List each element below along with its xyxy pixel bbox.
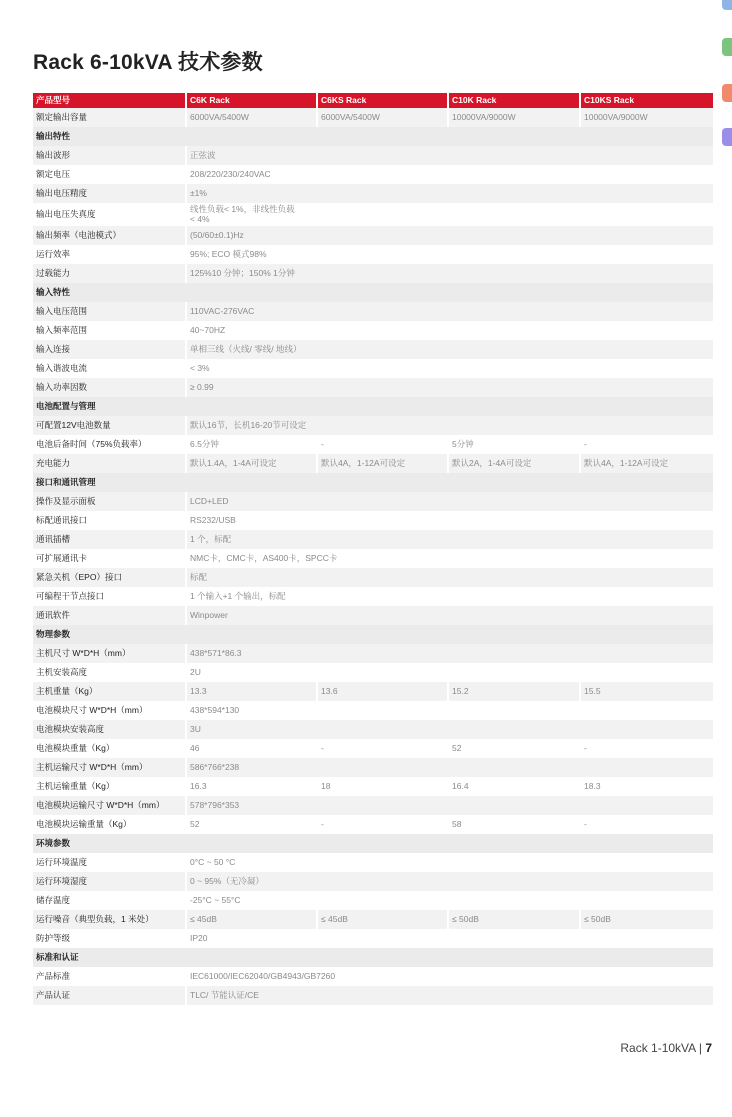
table-row	[33, 530, 713, 549]
row-label: 充电能力	[33, 454, 187, 473]
page-title: Rack 6-10kVA 技术参数	[33, 51, 263, 74]
row-value: 6.5分钟	[187, 435, 318, 454]
section-label: 环境参数	[33, 834, 713, 853]
table-row	[33, 226, 713, 245]
table-row	[33, 435, 713, 454]
row-value: -	[581, 435, 713, 454]
section-row	[33, 473, 713, 492]
row-label: 产品认证	[33, 986, 187, 1005]
row-value: 默认1.4A，1-4A可设定	[187, 454, 318, 473]
row-value: 586*766*238	[187, 758, 713, 777]
row-value: 18	[318, 777, 449, 796]
table-row	[33, 853, 713, 872]
row-value: ≥ 0.99	[187, 378, 713, 397]
side-icon-blue[interactable]	[722, 0, 732, 10]
row-label: 主机运输尺寸 W*D*H（mm）	[33, 758, 187, 777]
row-label: 输出频率（电池模式）	[33, 226, 187, 245]
row-label: 输入频率范围	[33, 321, 187, 340]
header-cell-c6k: C6K Rack	[187, 93, 318, 108]
section-row	[33, 397, 713, 416]
table-row	[33, 587, 713, 606]
table-row	[33, 720, 713, 739]
header-cell-c6ks: C6KS Rack	[318, 93, 449, 108]
row-value: 95%; ECO 模式98%	[187, 245, 713, 264]
table-row	[33, 910, 713, 929]
row-value: 52	[187, 815, 318, 834]
row-label: 主机安装高度	[33, 663, 187, 682]
section-label: 输出特性	[33, 127, 713, 146]
table-row	[33, 302, 713, 321]
row-value: -	[318, 815, 449, 834]
table-row	[33, 108, 713, 127]
row-value: 125%10 分钟；150% 1分钟	[187, 264, 713, 283]
row-label: 操作及显示面板	[33, 492, 187, 511]
table-row	[33, 777, 713, 796]
section-label: 电池配置与管理	[33, 397, 713, 416]
table-row	[33, 549, 713, 568]
row-value: 52	[449, 739, 581, 758]
row-value: 13.6	[318, 682, 449, 701]
row-label: 通讯插槽	[33, 530, 187, 549]
row-label: 可扩展通讯卡	[33, 549, 187, 568]
row-label: 紧急关机（EPO）接口	[33, 568, 187, 587]
row-value: Winpower	[187, 606, 713, 625]
row-value: 13.3	[187, 682, 318, 701]
table-body	[33, 108, 713, 1005]
row-label: 主机重量（Kg）	[33, 682, 187, 701]
table-row	[33, 815, 713, 834]
side-icon-purple[interactable]	[722, 128, 732, 146]
table-row	[33, 929, 713, 948]
section-row	[33, 948, 713, 967]
row-value: 15.2	[449, 682, 581, 701]
row-label: 输出波形	[33, 146, 187, 165]
table-row	[33, 340, 713, 359]
section-label: 输入特性	[33, 283, 713, 302]
section-row	[33, 127, 713, 146]
row-value: ≤ 50dB	[449, 910, 581, 929]
row-value: IEC61000/IEC62040/GB4943/GB7260	[187, 967, 713, 986]
row-value: 438*571*86.3	[187, 644, 713, 663]
row-value: 1 个输入+1 个输出，标配	[187, 587, 713, 606]
row-value: 15.5	[581, 682, 713, 701]
row-value: -25°C ~ 55°C	[187, 891, 713, 910]
row-label: 通讯软件	[33, 606, 187, 625]
row-value: ±1%	[187, 184, 713, 203]
row-label: 电池模块安装高度	[33, 720, 187, 739]
table-row	[33, 606, 713, 625]
row-label: 额定电压	[33, 165, 187, 184]
table-row	[33, 967, 713, 986]
row-value: 标配	[187, 568, 713, 587]
row-value: 5分钟	[449, 435, 581, 454]
page-footer	[620, 1041, 712, 1055]
row-label: 电池模块运输重量（Kg）	[33, 815, 187, 834]
section-row	[33, 834, 713, 853]
spec-table	[33, 93, 713, 1005]
table-row	[33, 184, 713, 203]
row-value: -	[581, 815, 713, 834]
row-label: 输入功率因数	[33, 378, 187, 397]
row-value: 默认4A，1-12A可设定	[581, 454, 713, 473]
row-label: 运行环境湿度	[33, 872, 187, 891]
row-label: 防护等级	[33, 929, 187, 948]
row-value: 6000VA/5400W	[318, 108, 449, 127]
row-value: 默认4A，1-12A可设定	[318, 454, 449, 473]
table-row	[33, 701, 713, 720]
row-value: 110VAC-276VAC	[187, 302, 713, 321]
table-row	[33, 454, 713, 473]
row-value: 10000VA/9000W	[581, 108, 713, 127]
header-cell-c10k: C10K Rack	[449, 93, 581, 108]
table-row	[33, 203, 713, 226]
row-value: 208/220/230/240VAC	[187, 165, 713, 184]
table-row	[33, 165, 713, 184]
table-row	[33, 986, 713, 1005]
section-label: 标准和认证	[33, 948, 713, 967]
row-value: 1 个，标配	[187, 530, 713, 549]
row-label: 电池模块尺寸 W*D*H（mm）	[33, 701, 187, 720]
row-value: TLC/ 节能认证/CE	[187, 986, 713, 1005]
table-row	[33, 568, 713, 587]
table-row	[33, 492, 713, 511]
row-value: 58	[449, 815, 581, 834]
row-value: 默认16节，长机16-20节可设定	[187, 416, 713, 435]
row-value: 正弦波	[187, 146, 713, 165]
table-row	[33, 682, 713, 701]
row-label: 产品标准	[33, 967, 187, 986]
table-row	[33, 378, 713, 397]
row-value: 单相三线（火线/ 零线/ 地线）	[187, 340, 713, 359]
row-value: 线性负载< 1%，非线性负载 < 4%	[187, 203, 713, 226]
table-row	[33, 146, 713, 165]
row-value: ≤ 45dB	[318, 910, 449, 929]
table-row	[33, 416, 713, 435]
row-label: 输入谐波电流	[33, 359, 187, 378]
table-row	[33, 644, 713, 663]
table-row	[33, 264, 713, 283]
row-value: -	[581, 739, 713, 758]
row-value: ≤ 50dB	[581, 910, 713, 929]
row-value: 578*796*353	[187, 796, 713, 815]
row-value: < 3%	[187, 359, 713, 378]
footer-text: Rack 1-10kVA |	[620, 1041, 702, 1055]
row-label: 输出电压失真度	[33, 203, 187, 226]
row-value: 2U	[187, 663, 713, 682]
row-label: 输入连接	[33, 340, 187, 359]
table-row	[33, 359, 713, 378]
row-value: 默认2A，1-4A可设定	[449, 454, 581, 473]
row-label: 电池后备时间（75%负载率）	[33, 435, 187, 454]
section-row	[33, 283, 713, 302]
section-label: 物理参数	[33, 625, 713, 644]
table-row	[33, 511, 713, 530]
table-header-row	[33, 93, 713, 108]
row-value: (50/60±0.1)Hz	[187, 226, 713, 245]
row-label: 电池模块运输尺寸 W*D*H（mm）	[33, 796, 187, 815]
row-label: 运行效率	[33, 245, 187, 264]
row-label: 主机尺寸 W*D*H（mm）	[33, 644, 187, 663]
row-value: IP20	[187, 929, 713, 948]
table-row	[33, 663, 713, 682]
row-value: 0 ~ 95%（无冷凝）	[187, 872, 713, 891]
row-label: 储存温度	[33, 891, 187, 910]
row-label: 可配置12V电池数量	[33, 416, 187, 435]
section-row	[33, 625, 713, 644]
row-value: 6000VA/5400W	[187, 108, 318, 127]
row-value: -	[318, 739, 449, 758]
row-value: LCD+LED	[187, 492, 713, 511]
section-label: 接口和通讯管理	[33, 473, 713, 492]
row-label: 额定输出容量	[33, 108, 187, 127]
table-row	[33, 758, 713, 777]
row-value: -	[318, 435, 449, 454]
row-value: 10000VA/9000W	[449, 108, 581, 127]
header-cell-c10ks: C10KS Rack	[581, 93, 713, 108]
row-value: 16.3	[187, 777, 318, 796]
row-label: 输出电压精度	[33, 184, 187, 203]
row-label: 标配通讯接口	[33, 511, 187, 530]
row-label: 主机运输重量（Kg）	[33, 777, 187, 796]
table-row	[33, 891, 713, 910]
row-value: 16.4	[449, 777, 581, 796]
side-icon-green[interactable]	[722, 38, 732, 56]
table-row	[33, 321, 713, 340]
row-value: NMC卡，CMC卡，AS400卡，SPCC卡	[187, 549, 713, 568]
row-label: 可编程干节点接口	[33, 587, 187, 606]
header-cell-model: 产品型号	[33, 93, 187, 108]
row-label: 过载能力	[33, 264, 187, 283]
row-value: 46	[187, 739, 318, 758]
side-icon-orange[interactable]	[722, 84, 732, 102]
row-label: 电池模块重量（Kg）	[33, 739, 187, 758]
table-row	[33, 796, 713, 815]
row-label: 运行噪音（典型负载，1 米处）	[33, 910, 187, 929]
row-value: 18.3	[581, 777, 713, 796]
row-value: ≤ 45dB	[187, 910, 318, 929]
row-value: 438*594*130	[187, 701, 713, 720]
table-row	[33, 245, 713, 264]
table-row	[33, 739, 713, 758]
row-value: 0°C ~ 50 °C	[187, 853, 713, 872]
row-value: 3U	[187, 720, 713, 739]
row-value: 40~70HZ	[187, 321, 713, 340]
row-value: RS232/USB	[187, 511, 713, 530]
row-label: 输入电压范围	[33, 302, 187, 321]
page-number: 7	[705, 1041, 712, 1055]
table-row	[33, 872, 713, 891]
row-label: 运行环境温度	[33, 853, 187, 872]
